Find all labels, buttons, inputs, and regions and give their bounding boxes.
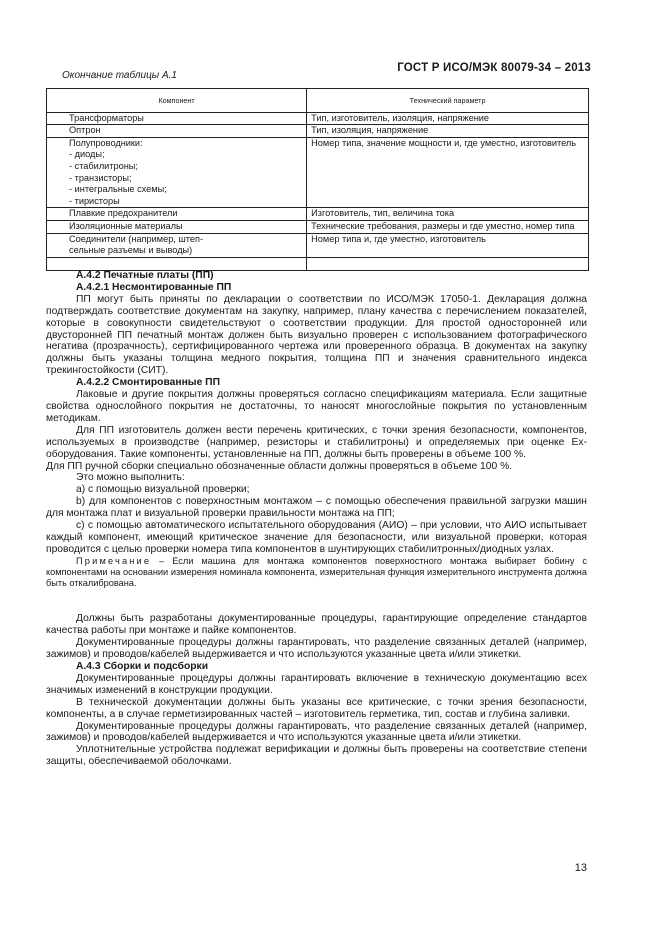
paragraph: Это можно выполнить: (76, 472, 185, 484)
parameter-cell (307, 257, 589, 270)
paragraph: Для ПП изготовитель должен вести перечень критических, с точки зрения безопасности, компонентов, используемых в производстве (например, резисторы и стабилитроны) и определяемых при оценке Ex-оборудования. Такие компоненты, установленные на ПП, должны быть проверены в объеме 100 %. (46, 424, 587, 460)
component-cell: Плавкие предохранители (47, 208, 307, 221)
parameter-cell: Технические требования, размеры и где уместно, номер типа (307, 220, 589, 233)
paragraph: Для ПП ручной сборки специально обозначенные области должны проверяться в объеме 100 %. (46, 460, 513, 472)
paragraph: Документированные процедуры должны гарантировать, что разделение связанных деталей (например, зажимов) и проводов/кабелей выдерживается и что используются указанные цвета и/или этикетки. (46, 637, 587, 661)
table-caption: Окончание таблицы А.1 (62, 70, 177, 81)
component-cell: Трансформаторы (47, 112, 307, 125)
paragraph: Должны быть разработаны документированные процедуры, гарантирующие определение стандартов качества работы при монтаже и пайке компонентов. (46, 613, 587, 637)
table-row (47, 112, 589, 125)
component-cell: Изоляционные материалы (47, 220, 307, 233)
component-cell: Соединители (например, штеп- сельные разъемы и выводы) (47, 233, 307, 257)
paragraph: ПП могут быть приняты по декларации о соответствии по ИСО/МЭК 17050-1. Декларация должна подтверждать соответствие документам на закупку, например, плану качества с перечислением показателей, которые в совокупности свидетельствуют о соответствии продукции. Для простой односторонней или двусторонней ПП печатный монтаж должен быть визуально проверен с использованием фотографического негатива (прозрачность), сертифицированного чертежа или проверенного образца. В документах на закупку должны быть указаны толщина медного покрытия, толщина ПП и значения сравнительного индекса трекингостойкости (СИТ). (46, 293, 587, 377)
component-cell (47, 257, 307, 270)
table-row (47, 220, 589, 233)
document-header: ГОСТ Р ИСО/МЭК 80079-34 – 2013 (397, 62, 591, 74)
parameter-cell: Номер типа и, где уместно, изготовитель (307, 233, 589, 257)
note-label: Примечание (76, 555, 152, 566)
component-cell: Оптрон (47, 125, 307, 138)
parameter-cell: Номер типа, значение мощности и, где уместно, изготовитель (307, 137, 589, 208)
column-header-component: Компонент (47, 89, 307, 113)
table-row (47, 125, 589, 138)
parameter-cell: Тип, изоляция, напряжение (307, 125, 589, 138)
body-text (46, 270, 587, 768)
section-heading-a42: А.4.2 Печатные платы (ПП) (76, 270, 214, 281)
table-row (47, 233, 589, 257)
page-number: 13 (574, 862, 587, 874)
list-item: а) с помощью визуальной проверки; (76, 484, 250, 496)
components-table (46, 88, 589, 271)
spacer (46, 589, 587, 613)
parameter-cell: Изготовитель, тип, величина тока (307, 208, 589, 221)
section-heading-a421: А.4.2.1 Несмонтированные ПП (76, 281, 232, 293)
section-heading-a43: А.4.3 Сборки и подсборки (76, 660, 209, 672)
paragraph: Уплотнительные устройства подлежат верификации и должны быть проверены на соответствие степени защиты, обеспечиваемой оболочками. (46, 744, 587, 768)
paragraph: Документированные процедуры должны гарантировать включение в техническую документацию всех значимых изменений в конструкции продукции. (46, 672, 587, 696)
table-row (47, 208, 589, 221)
note-text: – Если машина для монтажа компонентов поверхностного монтажа выбирает бобину с компонентами на основании измерения номинала компонента, измерительная функция измерительного инструмента должна быть откалибрована. (46, 555, 587, 589)
paragraph: В технической документации должны быть указаны все критические, с точки зрения безопасности, компоненты, а в случае герметизированных частей – изготовитель герметика, тип, состав и глубина заливки. (46, 696, 587, 720)
paragraph: Документированные процедуры должны гарантировать, что разделение связанных деталей (например, зажимов) и проводов/кабелей выдерживается и что используются указанные цвета и/или этикетки. (46, 720, 587, 744)
table-row (47, 137, 589, 208)
paragraph: Лаковые и другие покрытия должны проверяться согласно спецификациям материала. Если защитные свойства однослойного покрытия не достаточны, то наносят многослойные покрытия по установленным методикам. (46, 389, 587, 424)
note (46, 556, 587, 590)
column-header-parameter: Технический параметр (307, 89, 589, 113)
section-heading-a422: А.4.2.2 Смонтированные ПП (76, 377, 220, 389)
list-item: с) с помощью автоматического испытательного оборудования (АИО) – при условии, что АИО испытывает каждый компонент, имеющий критическое значение для безопасности, или визуальной проверки, которая проводится с целью проверки номера типа компонентов в шунтирующих стабилитронных/диодных узлах. (46, 520, 587, 555)
list-item: b) для компонентов с поверхностным монтажом – с помощью обеспечения правильной загрузки машин для монтажа плат и визуальной проверки правильности монтажа на ПП; (46, 496, 587, 520)
component-cell: Полупроводники: - диоды; - стабилитроны; - транзисторы; - интегральные схемы; - тиристоры (47, 137, 307, 208)
table-row-empty (47, 257, 589, 270)
parameter-cell: Тип, изготовитель, изоляция, напряжение (307, 112, 589, 125)
table-header-row (47, 89, 589, 113)
